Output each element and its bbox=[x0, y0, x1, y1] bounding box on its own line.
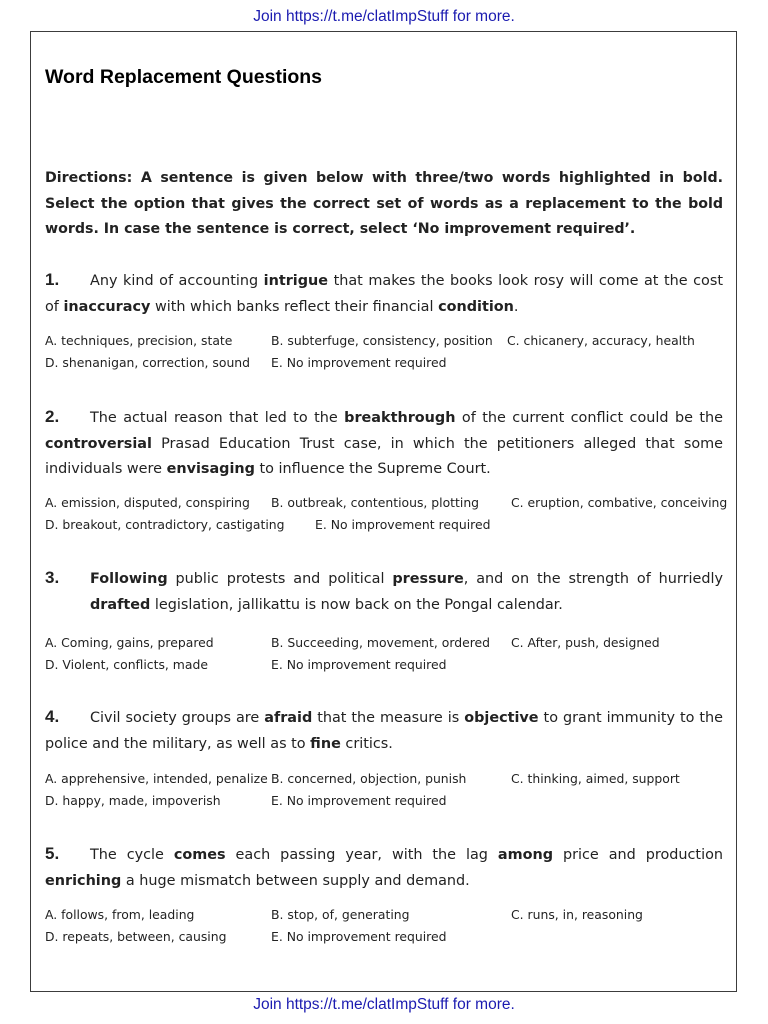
question-2 bbox=[45, 404, 723, 483]
option-a: A. Coming, gains, prepared bbox=[45, 635, 214, 650]
option-c: C. thinking, aimed, support bbox=[511, 771, 680, 786]
option-a: A. emission, disputed, conspiring bbox=[45, 495, 250, 510]
option-d: D. repeats, between, causing bbox=[45, 929, 227, 944]
option-b: B. subterfuge, consistency, position bbox=[271, 333, 493, 348]
question-text: each passing year, with the lag bbox=[225, 847, 498, 863]
question-number: 4. bbox=[45, 707, 60, 726]
bold-word: afraid bbox=[264, 710, 313, 726]
question-text: Any kind of accounting bbox=[90, 273, 264, 289]
option-a: A. apprehensive, intended, penalize bbox=[45, 771, 268, 786]
option-b: B. stop, of, generating bbox=[271, 907, 410, 922]
option-d: D. happy, made, impoverish bbox=[45, 793, 221, 808]
question-text: that makes the books look rosy will come at the cost of bbox=[45, 273, 723, 315]
bold-word: drafted bbox=[90, 596, 151, 613]
bold-word: breakthrough bbox=[344, 410, 456, 426]
question-text: that the measure is bbox=[312, 710, 465, 726]
option-b: B. concerned, objection, punish bbox=[271, 771, 467, 786]
question-text: to influence the Supreme Court. bbox=[254, 461, 491, 477]
option-e: E. No improvement required bbox=[271, 793, 447, 808]
question-text: price and production bbox=[553, 847, 723, 863]
question-text: with which banks reflect their financial bbox=[150, 298, 439, 315]
question-text: The actual reason that led to the bbox=[90, 410, 345, 426]
bold-word: pressure bbox=[392, 571, 464, 587]
question-text: legislation, jallikattu is now back on the Pongal calendar. bbox=[150, 596, 563, 613]
question-text: critics. bbox=[340, 735, 393, 752]
bold-word: fine bbox=[310, 735, 341, 752]
option-a: A. techniques, precision, state bbox=[45, 333, 233, 348]
bold-word: inaccuracy bbox=[63, 298, 151, 315]
option-e: E. No improvement required bbox=[271, 929, 447, 944]
option-c: C. chicanery, accuracy, health bbox=[507, 333, 695, 348]
option-a: A. follows, from, leading bbox=[45, 907, 195, 922]
question-number: 5. bbox=[45, 844, 60, 863]
bold-word: comes bbox=[173, 847, 226, 863]
question-5 bbox=[45, 841, 723, 894]
option-b: B. Succeeding, movement, ordered bbox=[271, 635, 491, 650]
option-c: C. eruption, combative, conceiving bbox=[511, 495, 728, 510]
question-text: a huge mismatch between supply and demand. bbox=[121, 872, 470, 889]
option-d: D. shenanigan, correction, sound bbox=[45, 355, 251, 370]
option-d: D. Violent, conflicts, made bbox=[45, 657, 208, 672]
question-text: . bbox=[513, 298, 519, 315]
question-text: Civil society groups are bbox=[90, 710, 265, 726]
bold-word: envisaging bbox=[166, 461, 255, 477]
bold-word: among bbox=[497, 847, 554, 863]
option-e: E. No improvement required bbox=[271, 355, 447, 370]
question-number: 3. bbox=[45, 568, 60, 587]
bold-word: controversial bbox=[45, 435, 152, 452]
question-text: public protests and political bbox=[167, 571, 393, 587]
option-c: C. runs, in, reasoning bbox=[511, 907, 643, 922]
bold-word: enriching bbox=[45, 872, 122, 889]
telegram-banner-top: Join https://t.me/clatImpStuff for more. bbox=[253, 8, 515, 25]
question-text: to grant immunity to the police and the military, as well as to bbox=[45, 710, 723, 752]
bold-word: Following bbox=[90, 571, 168, 587]
question-text: of the current conflict could be the bbox=[455, 410, 723, 426]
telegram-banner-bottom: Join https://t.me/clatImpStuff for more. bbox=[253, 996, 515, 1013]
option-e: E. No improvement required bbox=[271, 657, 447, 672]
page-title: Word Replacement Questions bbox=[45, 66, 323, 88]
question-3 bbox=[45, 565, 723, 618]
question-text: The cycle bbox=[90, 847, 174, 863]
bold-word: objective bbox=[464, 710, 539, 726]
directions: Directions: A sentence is given below with three/two words highlighted in bold. Select the option that gives the correct set of words as a replacement to the bold words. In case the sentence is correct, select ‘No improvement required’. bbox=[45, 170, 723, 237]
bold-word: intrigue bbox=[263, 273, 329, 289]
option-b: B. outbreak, contentious, plotting bbox=[271, 495, 480, 510]
option-d: D. breakout, contradictory, castigating bbox=[45, 517, 285, 532]
question-text: Prasad Education Trust case, in which the petitioners alleged that some individuals were bbox=[45, 435, 723, 477]
question-1 bbox=[45, 267, 723, 320]
question-4 bbox=[45, 704, 723, 757]
question-number: 2. bbox=[45, 407, 60, 426]
option-c: C. After, push, designed bbox=[511, 635, 660, 650]
question-number: 1. bbox=[45, 270, 60, 289]
question-text: , and on the strength of hurriedly bbox=[463, 571, 723, 587]
option-e: E. No improvement required bbox=[315, 517, 491, 532]
bold-word: condition bbox=[438, 298, 514, 315]
